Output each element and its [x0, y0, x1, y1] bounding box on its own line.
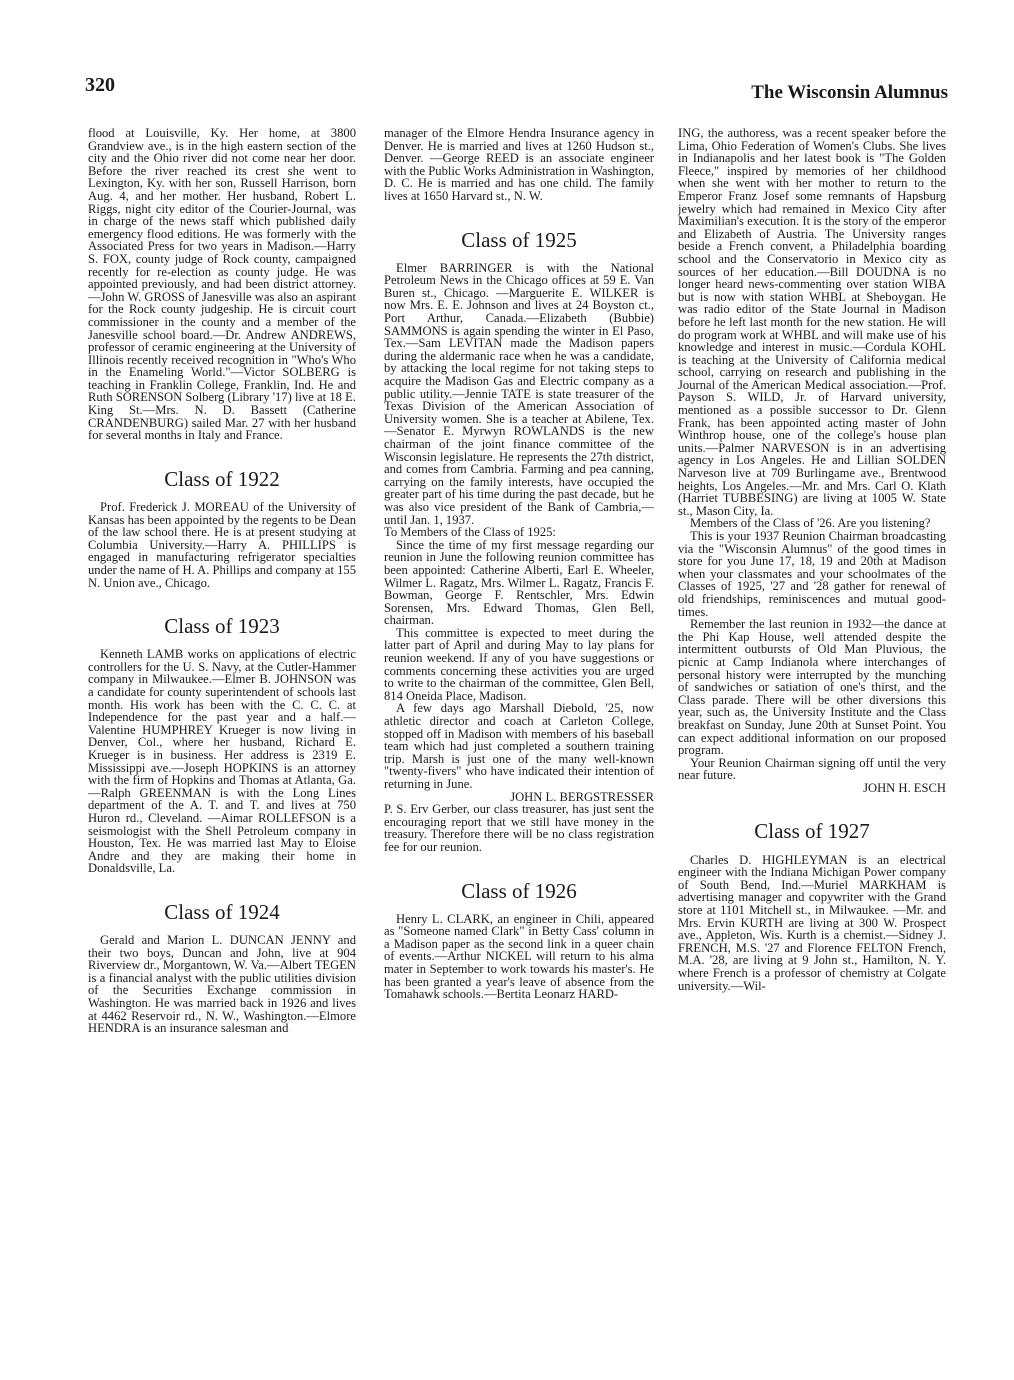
signature: JOHN H. ESCH — [863, 780, 946, 795]
paragraph: Since the time of my first message regarding our reunion in June the following reunion committee has been appointed: Catherine Alberti, Earl E. Wheeler, Wilmer L. Ragatz, Mrs. Wilmer L. Ragatz, Francis F. Bowman, George F. Rentschler, Mrs. Edwin Sorensen, Mrs. Edward Thomas, Glen Bell, chairman. — [384, 537, 654, 628]
paragraph: Elmer BARRINGER is with the National Petroleum News in the Chicago offices at 59 E. Van Buren st., Chicago. —Marguerite E. WILKER is now Mrs. E. E. Johnson and lives at 24 Boyston ct., Port Arthur, Canada.—Elizabeth (Bubbie) SAMMONS is again spending the winter in El Paso, Tex.—Sam LEVITAN made the Madison papers during the aldermanic race when he was a candidate, by attacking the local regime for not taking steps to acquire the Madison Gas and Electric company as a public utility.—Jennie TATE is state treasurer of the Texas Division of the American Association of University women. She is a teacher at Abilene, Tex.—Senator E. Myrwyn ROWLANDS is the new chairman of the joint finance committee of the Wisconsin legislature. He represents the 27th district, and comes from Cambria. Farming and pea canning, carrying on the family interests, have occupied the greater part of his time during the past decade, but he was also vice president of the Bank of Cambria,—until Jan. 1, 1937. — [384, 260, 654, 527]
paragraph: Prof. Frederick J. MOREAU of the University of Kansas has been appointed by the regents to be Dean of the law school there. He is at present studying at Columbia University.—Harry A. PHILLIPS is engaged in manufacturing refrigerator specialties under the name of H. A. Phillips and company at 155 N. Union ave., Chicago. — [88, 499, 356, 590]
column-1 — [88, 127, 356, 1367]
column-3 — [678, 127, 946, 1367]
paragraph: Henry L. CLARK, an engineer in Chili, appeared as "Someone named Clark" in Betty Cass' column in a Madison paper as the second link in a queer chain of events.—Arthur NICKEL will return to his alma mater in September to work towards his master's. He has been granted a year's leave of absence from the Tomahawk schools.—Bertita Leonarz HARD- — [384, 911, 654, 1002]
paragraph: Gerald and Marion L. DUNCAN JENNY and their two boys, Duncan and John, live at 904 Riverview dr., Morgantown, W. Va.—Albert TEGEN is a financial analyst with the public utilities division of the Securities Exchange commission in Washington. He was married back in 1926 and lives at 4462 Reservoir rd., N. W., Washington.—Elmore HENDRA is an insurance salesman and — [88, 932, 356, 1036]
paragraph: Kenneth LAMB works on applications of electric controllers for the U. S. Navy, at the Cutler-Hammer company in Milwaukee.—Elmer B. JOHNSON was a candidate for county superintendent of schools last month. His work has been with the C. C. C. at Independence for the past year and a half.—Valentine HUMPHREY Krueger is now living in Denver, Col., where her husband, Richard E. Krueger is in business. Her address is 2319 E. Mississippi ave.—Joseph HOPKINS is an attorney with the firm of Hopkins and Thomas at Atlanta, Ga.—Ralph GREENMAN is with the Long Lines department of the A. T. and T. and lives at 750 Huron rd., Cleveland. —Aimar ROLLEFSON is a seismologist with the Shell Petroleum company in Houston, Tex. He was married last May to Eloise Andre and they are making their home in Donaldsville, La. — [88, 647, 356, 876]
paragraph: manager of the Elmore Hendra Insurance agency in Denver. He is married and lives at 1260 Hudson st., Denver. —George REED is an associate engineer with the Public Works Administration in Washington, D. C. He is married and has one child. The family lives at 1650 Harvard st., N. W. — [384, 127, 654, 203]
paragraph: Remember the last reunion in 1932—the dance at the Phi Kap House, well attended despite the intermittent outbursts of Old Man Pluvious, the picnic at Camp Indianola where interchanges of personal history were interrupted by the munching of sandwiches or satiation of one's thirst, and the Class parade. There will be other diversions this year, such as, the University Institute and the Class breakfast on Sunday, June 20th at Sunset Point. You can expect additional information on our proposed program. — [678, 617, 946, 758]
paragraph: P. S. Erv Gerber, our class treasurer, has just sent the encouraging report that we still have money in the treasury. Therefore there will be no class registration fee for our reunion. — [384, 802, 654, 854]
section-heading-1923: Class of 1923 — [164, 614, 280, 639]
paragraph: Your Reunion Chairman signing off until the very near future. — [678, 755, 946, 783]
section-heading-1926: Class of 1926 — [461, 878, 577, 903]
paragraph: A few days ago Marshall Diebold, '25, now athletic director and coach at Carleton College, stopped off in Madison with members of his baseball team which had just completed a southern training trip. Marsh is just one of the many well-known "twenty-fivers" who have indicated their intention of returning in June. — [384, 701, 654, 791]
section-heading-1922: Class of 1922 — [164, 466, 280, 491]
section-heading-1927: Class of 1927 — [754, 819, 870, 844]
section-heading-1924: Class of 1924 — [164, 899, 280, 924]
section-heading-1925: Class of 1925 — [461, 227, 577, 252]
running-head: The Wisconsin Alumnus — [751, 82, 948, 103]
paragraph: ING, the authoress, was a recent speaker before the Lima, Ohio Federation of Women's Clubs. She lives in Indianapolis and her latest book is "The Golden Fleece," inspired by memories of her childhood when she went with her mother to return to the Emperor Franz Josef some remnants of Hapsburg jewelry which had remained in Mexico City after Maximilian's execution. It is the story of the emperor and Elizabeth of Austria. The University ranges beside a French convent, a Philadelphia boarding school and the Conservatorio in Mexico city as sources of her education.—Bill DOUDNA is no longer heard news-commenting over station WIBA but is now with station WHBL at Sheboygan. He was radio editor of the State Journal in Madison before he left last month for the new station. He will do program work at WHBL and will make use of his knowledge and interest in music.—Cordula KOHL is teaching at the University of California medical school, carrying on research and publishing in the Journal of the American Medical association.—Prof. Payson S. WILD, Jr. of Harvard university, mentioned as a possible successor to Dr. Glenn Frank, has been appointed acting master of John Winthrop house, one of the college's house plan units.—Palmer NARVESON is in an advertising agency in Los Angeles. He and Lillian SOLDEN Narveson live at 709 Burlingame ave., Brentwood heights, Los Angeles.—Mr. and Mrs. Carl O. Klath (Harriet TUBBESING) are living at 1005 W. State st., Mason City, Ia. — [678, 127, 946, 518]
column-2 — [384, 127, 654, 1367]
page-number: 320 — [85, 74, 115, 96]
paragraph: This is your 1937 Reunion Chairman broadcasting via the "Wisconsin Alumnus" of the good times in store for you June 17, 18, 19 and 20th at Madison when your classmates and your schoolmates of the Classes of 1925, '27 and '28 gather for renewal of old friendships, reminiscences and mutual good-times. — [678, 529, 946, 619]
paragraph: Charles D. HIGHLEYMAN is an electrical engineer with the Indiana Michigan Power company of South Bend, Ind.—Muriel MARKHAM is advertising manager and copywriter with the Grand store at 1101 Mitchell st., in Milwaukee. —Mr. and Mrs. Ervin KURTH are living at 300 W. Prospect ave., Appleton, Wis. Kurth is a chemist.—Sidney J. FRENCH, M.S. '27 and Florence FELTON French, M.A. '28, are living at 9 John st., Hamilton, N. Y. where French is a professor of chemistry at Colgate university.—Wil- — [678, 852, 946, 993]
paragraph: To Members of the Class of 1925: — [384, 525, 556, 540]
signature: JOHN L. BERGSTRESSER — [510, 789, 654, 804]
paragraph: This committee is expected to meet during the latter part of April and during May to lay plans for reunion weekend. If any of you have suggestions or comments concerning these activities you are urged to write to the chairman of the committee, Glen Bell, 814 Oneida Place, Madison. — [384, 625, 654, 703]
paragraph: flood at Louisville, Ky. Her home, at 3800 Grandview ave., is in the high eastern section of the city and the Ohio river did not come near her door. Before the river reached its crest she went to Lexington, Ky. with her son, Russell Harrison, born Aug. 4, and her mother. Her husband, Robert L. Riggs, night city editor of the Courier-Journal, was in charge of the news staff which published daily emergency flood editions. He was formerly with the Associated Press for two years in Madison.—Harry S. FOX, county judge of Rock county, campaigned recently for re-election as county judge. He was appointed previously, and had been district attorney.—John W. GROSS of Janesville was also an aspirant for the Rock county judgeship. He is circuit court commissioner in the county and a member of the Janesville school board.—Dr. Andrew ANDREWS, professor of ceramic engineering at the University of Illinois recently received recognition in "Who's Who in the Enameling World."—Victor SOLBERG is teaching in Franklin College, Franklin, Ind. He and Ruth SORENSON Solberg (Library '17) live at 18 E. King St.—Mrs. N. D. Bassett (Catherine CRANDENBURG) sailed Mar. 27 with her husband for several months in Italy and France. — [88, 127, 356, 443]
paragraph: Members of the Class of '26. Are you listening? — [690, 516, 931, 531]
